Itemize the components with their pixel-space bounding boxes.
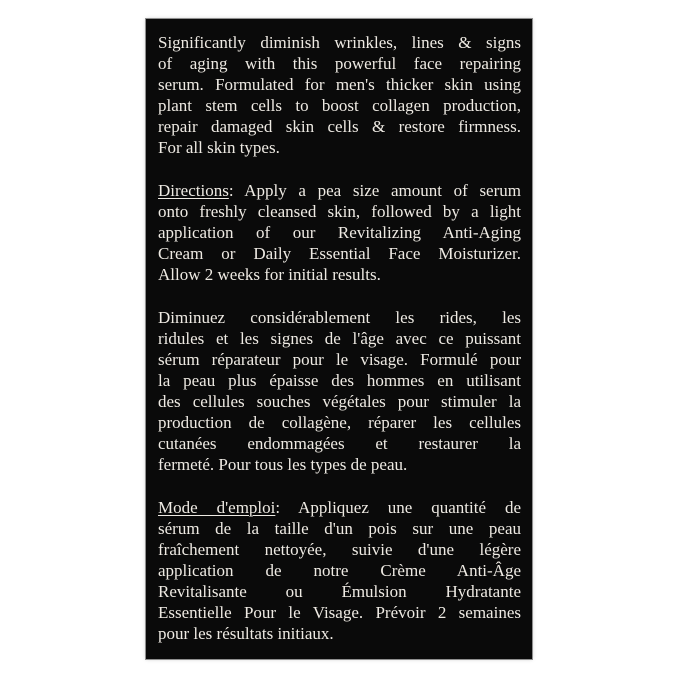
text-line: cutanées endommagées et restaurer la	[158, 434, 521, 453]
product-label	[146, 19, 532, 659]
text-line: pour les résultats initiaux.	[158, 624, 334, 643]
text-line: For all skin types.	[158, 138, 280, 157]
text-line: Significantly diminish wrinkles, lines & signs	[158, 33, 521, 52]
text-line: des cellules souches végétales pour stimuler la	[158, 392, 521, 411]
text-line: Cream or Daily Essential Face Moisturizer.	[158, 244, 521, 263]
text-line: Revitalisante ou Émulsion Hydratante	[158, 582, 521, 601]
label-text	[158, 32, 521, 644]
text-line: onto freshly cleansed skin, followed by a light	[158, 202, 521, 221]
french-description	[158, 307, 521, 475]
text-line	[158, 180, 521, 201]
text-line: sérum réparateur pour le visage. Formulé pour	[158, 350, 521, 369]
heading-line-rest: : Apply a pea size amount of serum	[228, 181, 521, 200]
heading-line-rest: : Appliquez une quantité de	[275, 498, 521, 517]
paragraph-heading: Directions	[158, 181, 229, 200]
text-line: of aging with this powerful face repairing	[158, 54, 521, 73]
english-description	[158, 32, 521, 158]
directions-french	[158, 497, 521, 644]
text-line: Diminuez considérablement les rides, les	[158, 308, 521, 327]
text-line: sérum de la taille d'un pois sur une peau	[158, 519, 521, 538]
text-line: application de notre Crème Anti-Âge	[158, 561, 521, 580]
directions-english	[158, 180, 521, 285]
text-line: plant stem cells to boost collagen production,	[158, 96, 521, 115]
paragraph-heading: Mode d'emploi	[158, 498, 276, 517]
text-line: repair damaged skin cells & restore firmness.	[158, 117, 521, 136]
text-line: production de collagène, réparer les cellules	[158, 413, 521, 432]
text-line: fraîchement nettoyée, suivie d'une légère	[158, 540, 521, 559]
text-line: serum. Formulated for men's thicker skin using	[158, 75, 521, 94]
text-line: ridules et les signes de l'âge avec ce puissant	[158, 329, 521, 348]
text-line: la peau plus épaisse des hommes en utilisant	[158, 371, 521, 390]
text-line: fermeté. Pour tous les types de peau.	[158, 455, 408, 474]
text-line: Allow 2 weeks for initial results.	[158, 265, 381, 284]
text-line: Essentielle Pour le Visage. Prévoir 2 semaines	[158, 603, 521, 622]
text-line: application of our Revitalizing Anti-Aging	[158, 223, 521, 242]
text-line	[158, 497, 521, 518]
